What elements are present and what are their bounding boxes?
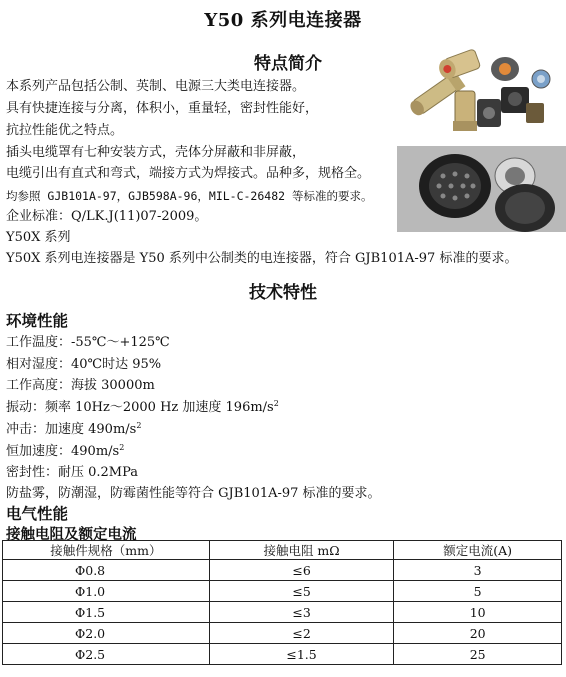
col-header-current: 额定电流(A): [394, 541, 562, 560]
cell-size: Φ0.8: [3, 560, 210, 581]
table-row: [3, 560, 562, 581]
cell-current: 25: [394, 644, 562, 665]
env-shock: [6, 420, 141, 440]
col-header-resistance: 接触电阻 mΩ: [209, 541, 393, 560]
vibration-text: 振动：频率 10Hz～2000 Hz 加速度 196m/s: [6, 400, 274, 415]
cell-size: Φ2.0: [3, 623, 210, 644]
series-description: Y50X 系列电连接器是 Y50 系列中公制类的电连接器，符合 GJB101A-97 标准的要求。: [6, 251, 518, 266]
features-line-2: 具有快捷连接与分离，体积小，重量轻，密封性能好，: [6, 101, 319, 116]
cell-size: Φ1.5: [3, 602, 210, 623]
const-accel-text: 恒加速度：490m/s: [6, 444, 120, 459]
series-label: Y50X 系列: [6, 230, 71, 245]
connector-photo-2: [397, 146, 566, 232]
features-line-3: 抗拉性能优之特点。: [6, 123, 124, 138]
features-line-5: 电缆引出有直式和弯式，端接方式为焊接式。品种多，规格全。: [6, 166, 371, 181]
cell-current: 5: [394, 581, 562, 602]
env-vibration: [6, 398, 279, 418]
vibration-sup: 2: [273, 399, 279, 408]
standards-line: 均参照 GJB101A-97，GJB598A-96，MIL-C-26482 等标准的要求。: [6, 189, 373, 203]
cell-resistance: ≤1.5: [209, 644, 393, 665]
tech-heading: 技术特性: [249, 283, 317, 303]
table-title: 接触电阻及额定电流: [6, 526, 137, 543]
table-row: [3, 602, 562, 623]
table-header-row: [3, 541, 562, 560]
table-row: [3, 623, 562, 644]
cell-current: 10: [394, 602, 562, 623]
col-header-size: 接触件规格（mm）: [3, 541, 210, 560]
cell-resistance: ≤2: [209, 623, 393, 644]
page-title: Y50 系列电连接器: [204, 10, 362, 31]
cell-size: Φ1.0: [3, 581, 210, 602]
cell-current: 3: [394, 560, 562, 581]
connector-assortment-image: [397, 39, 566, 143]
elec-heading: 电气性能: [6, 504, 69, 523]
cell-resistance: ≤3: [209, 602, 393, 623]
shock-text: 冲击：加速度 490m/s: [6, 422, 137, 437]
env-protection: 防盐雾，防潮湿，防霉菌性能等符合 GJB101A-97 标准的要求。: [6, 486, 381, 501]
env-humidity: 相对湿度：40℃时达 95%: [6, 357, 162, 372]
env-sealing: 密封性：耐压 0.2MPa: [6, 465, 139, 480]
shock-sup: 2: [136, 421, 142, 430]
contact-spec-table: [2, 540, 562, 665]
const-accel-sup: 2: [119, 443, 125, 452]
env-const-accel: [6, 442, 124, 462]
connector-photo-1: [397, 39, 566, 143]
enterprise-standard: 企业标准：Q/LK.J(11)07-2009。: [6, 209, 208, 224]
table-row: [3, 581, 562, 602]
table-row: [3, 644, 562, 665]
cell-size: Φ2.5: [3, 644, 210, 665]
cell-resistance: ≤5: [209, 581, 393, 602]
env-altitude: 工作高度：海拔 30000m: [6, 378, 155, 393]
env-heading: 环境性能: [6, 311, 69, 330]
features-line-4: 插头电缆罩有七种安装方式，壳体分屏蔽和非屏蔽，: [6, 145, 306, 160]
features-heading: 特点简介: [254, 54, 322, 74]
connector-closeup-image: [397, 146, 566, 232]
env-temp: 工作温度：-55℃～+125℃: [6, 335, 170, 350]
features-line-1: 本系列产品包括公制、英制、电源三大类电连接器。: [6, 79, 306, 94]
cell-resistance: ≤6: [209, 560, 393, 581]
cell-current: 20: [394, 623, 562, 644]
